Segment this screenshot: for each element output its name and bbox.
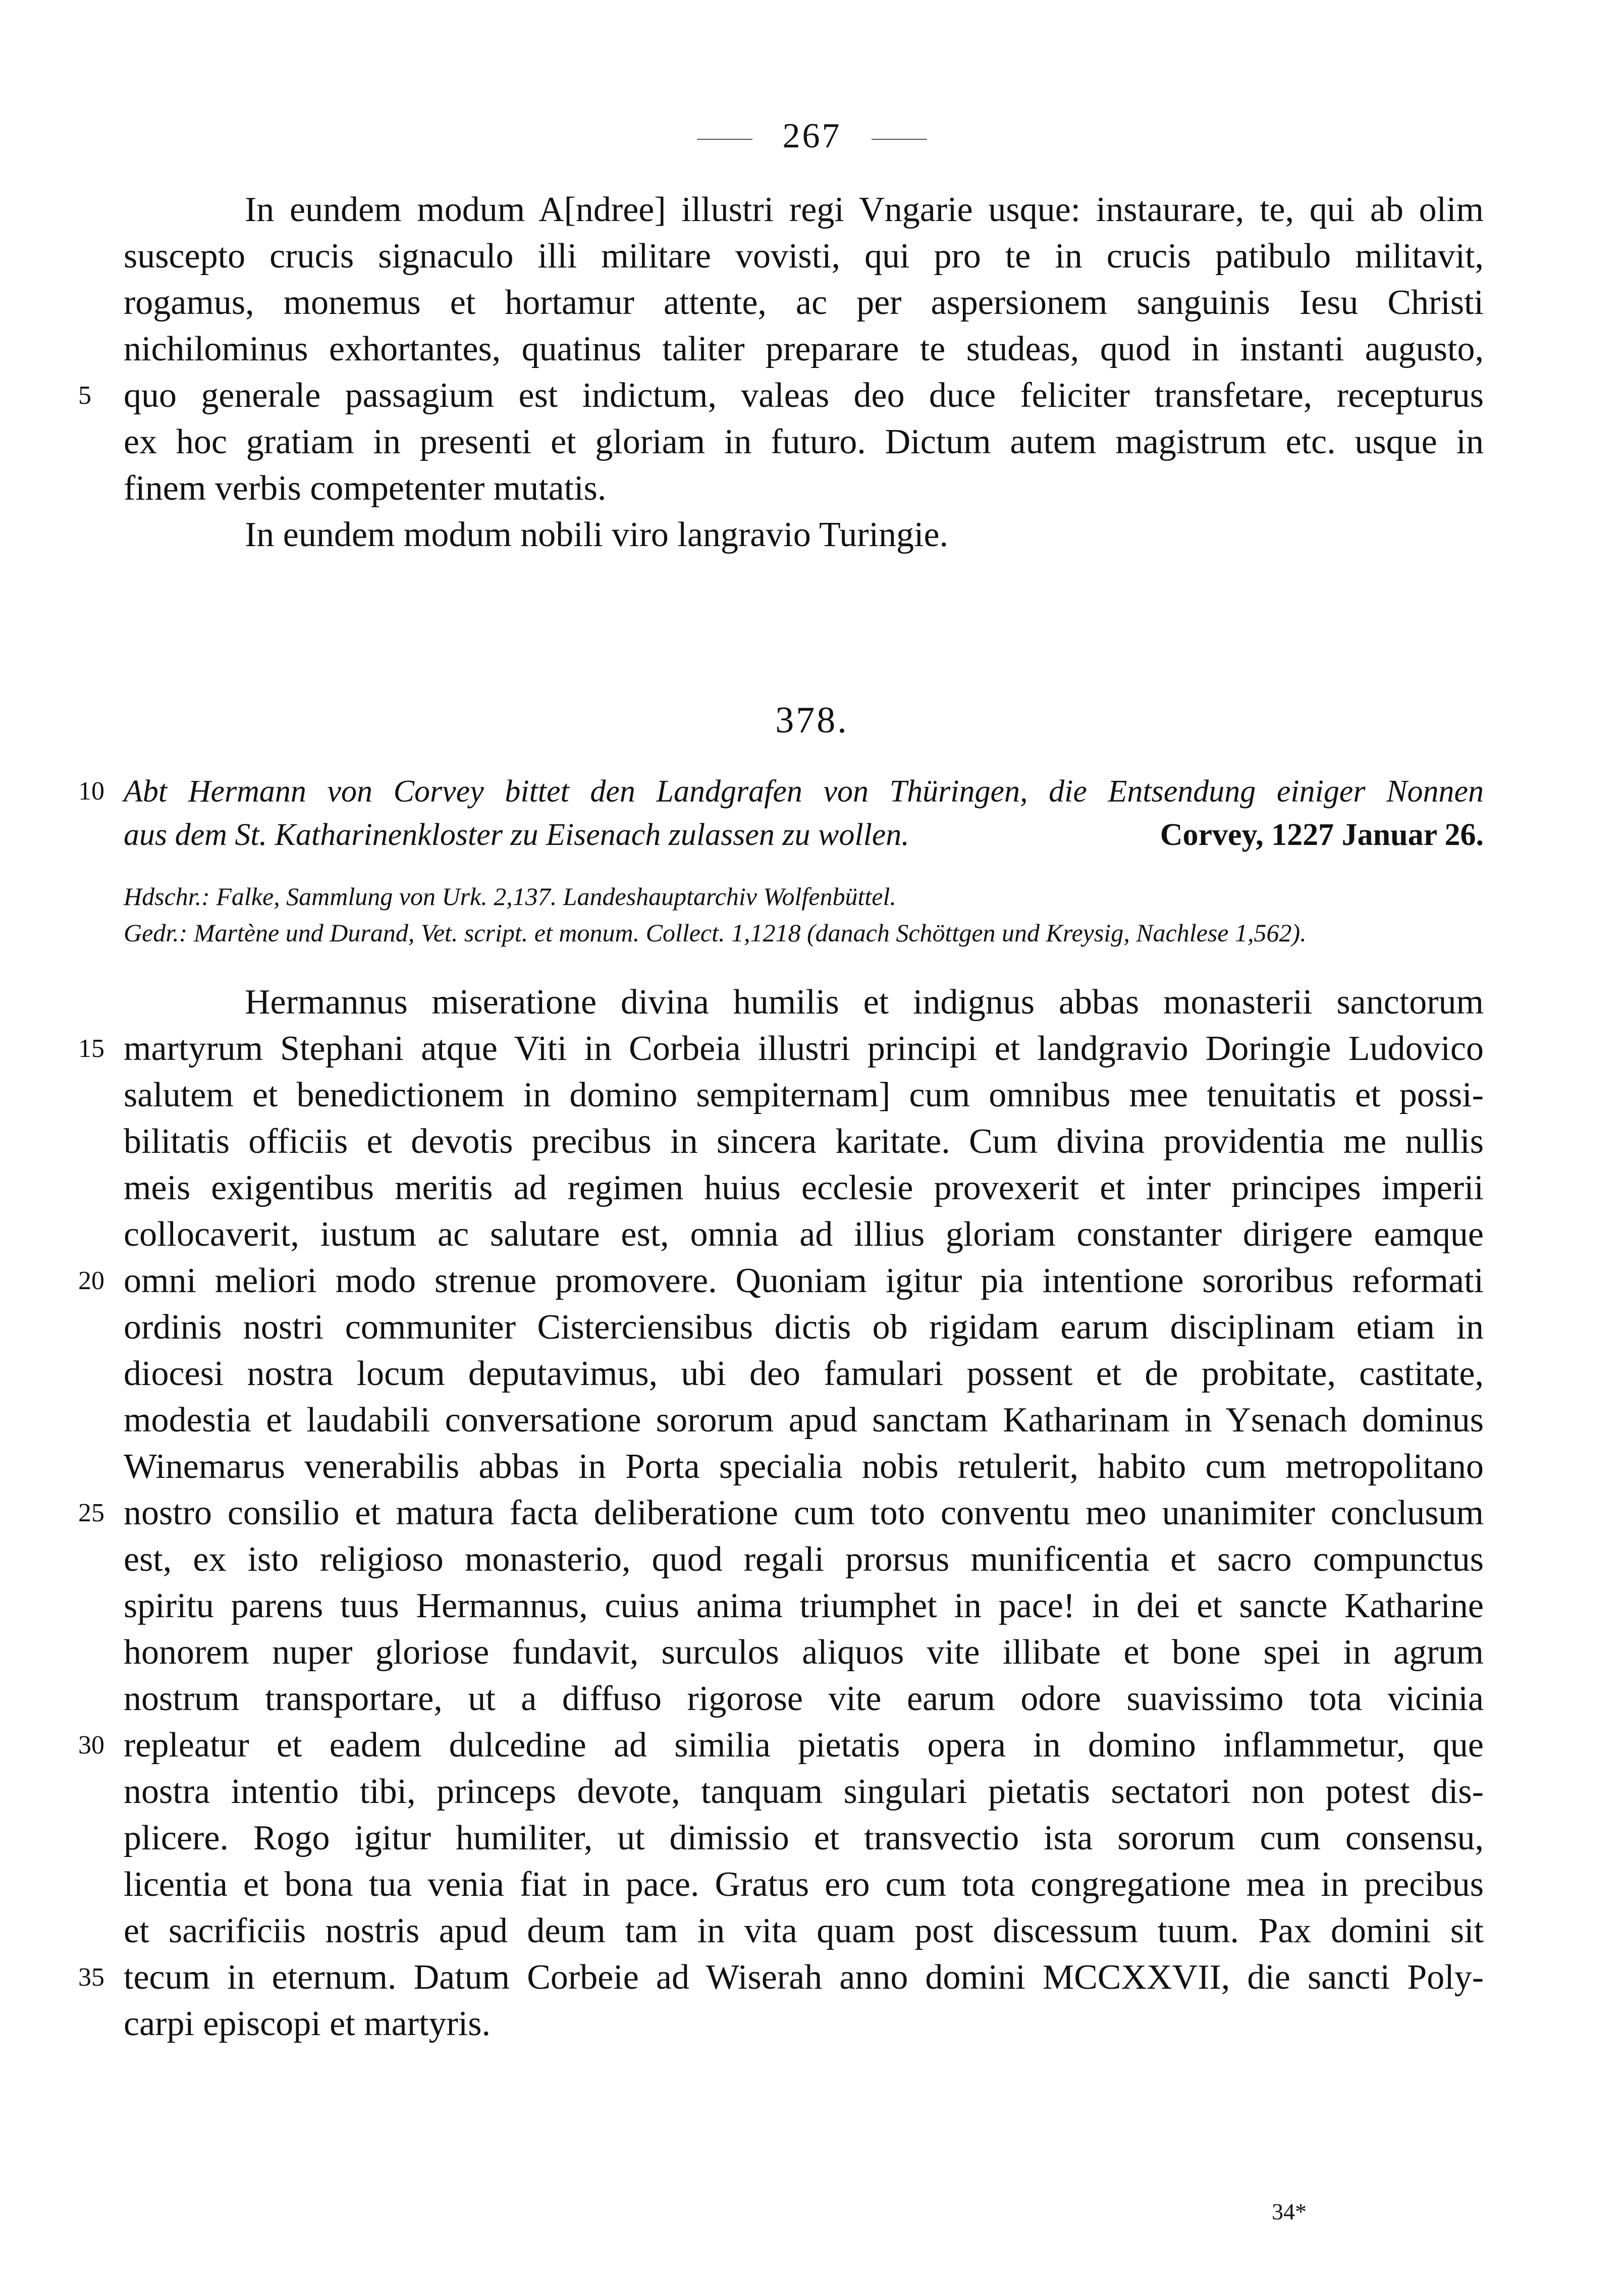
line-text: carpi episcopi et martyris. [124, 2004, 491, 2043]
regest [78, 770, 1484, 857]
text-line [124, 1444, 1484, 1490]
text-line [78, 1722, 1484, 1769]
line-text: rogamus, monemus et hortamur attente, ac per aspersionem sanguinis Iesu Christi [124, 283, 1484, 322]
line-number: 25 [78, 1499, 104, 1527]
text-line [124, 1815, 1484, 1862]
line-text: plicere. Rogo igitur humiliter, ut dimissio et transvectio ista sororum cum consensu, [124, 1819, 1484, 1857]
line-text: In eundem modum nobili viro langravio Turingie. [245, 515, 949, 554]
text-line [124, 419, 1484, 465]
line-text: spiritu parens tuus Hermannus, cuius anima triumphet in pace! in dei et sancte Katharine [124, 1586, 1484, 1625]
preceding-paragraph [78, 187, 1484, 558]
text-line [124, 233, 1484, 280]
line-number: 10 [78, 777, 104, 806]
text-line [124, 187, 1484, 233]
text-line [78, 373, 1484, 419]
text-line [124, 1072, 1484, 1119]
line-text: licentia et bona tua venia fiat in pace. Gratus ero cum tota congregatione mea in precibus [124, 1865, 1484, 1904]
text-line [78, 1490, 1484, 1536]
line-text: martyrum Stephani atque Viti in Corbeia illustri principi et landgravio Doringie Ludovico [124, 1029, 1484, 1068]
line-text: modestia et laudabili conversatione sororum apud sanctam Katharinam in Ysenach dominus [124, 1401, 1484, 1440]
line-text: In eundem modum A[ndree] illustri regi Vngarie usque: instaurare, te, qui ab olim [245, 190, 1484, 229]
text-line [124, 465, 1484, 512]
line-number: 5 [78, 381, 91, 410]
line-text: collocaverit, iustum ac salutare est, omnia ad illius gloriam constanter dirigere eamque [124, 1215, 1484, 1254]
text-line [124, 1304, 1484, 1351]
line-text: omni meliori modo strenue promovere. Quoniam igitur pia intentione sororibus reformati [124, 1261, 1484, 1300]
line-number: 35 [78, 1963, 104, 1992]
line-text: tecum in eternum. Datum Corbeie ad Wiserah anno domini MCCXXVII, die sancti Poly- [124, 1958, 1484, 1997]
text-line [124, 1351, 1484, 1397]
line-text: quo generale passagium est indictum, valeas deo duce feliciter transfetare, recepturus [124, 376, 1484, 415]
line-text: ex hoc gratiam in presenti et gloriam in futuro. Dictum autem magistrum etc. usque in [124, 422, 1484, 461]
line-number: 20 [78, 1266, 104, 1295]
text-line [124, 280, 1484, 326]
text-line [124, 1629, 1484, 1676]
text-line [124, 2001, 1484, 2047]
charter-text [78, 979, 1484, 2047]
text-line [124, 1583, 1484, 1629]
text-line [124, 512, 1484, 558]
line-number: 15 [78, 1034, 104, 1063]
regest-line-2: aus dem St. Katharinenkloster zu Eisenach zulassen zu wollen. Corvey, 1227 Januar 26. [124, 813, 1484, 857]
text-line [124, 1769, 1484, 1815]
line-text: nostra intentio tibi, princeps devote, tanquam singulari pietatis sectatori non potest dis- [124, 1772, 1484, 1811]
text-line [124, 1908, 1484, 1954]
line-text: Winemarus venerabilis abbas in Porta specialia nobis retulerit, habito cum metropolitano [124, 1447, 1484, 1486]
text-line [124, 1862, 1484, 1908]
text-line [78, 1954, 1484, 2001]
text-line [124, 1536, 1484, 1583]
line-text: est, ex isto religioso monasterio, quod regali prorsus munificentia et sacro compunctus [124, 1540, 1484, 1579]
line-text: ordinis nostri communiter Cisterciensibus dictis ob rigidam earum disciplinam etiam in [124, 1308, 1484, 1347]
text-line [78, 1026, 1484, 1072]
line-text: bilitatis officiis et devotis precibus in sincera karitate. Cum divina providentia me nullis [124, 1122, 1484, 1161]
text-line [78, 1258, 1484, 1304]
signature-mark: 34* [1272, 2199, 1307, 2224]
line-text: Hermannus miseratione divina humilis et indignus abbas monasterii sanctorum [245, 983, 1484, 1022]
source-apparatus [124, 878, 1484, 951]
text-line [124, 1397, 1484, 1444]
text-line [124, 1165, 1484, 1211]
text-line [124, 1676, 1484, 1722]
line-text: nichilominus exhortantes, quatinus taliter preparare te studeas, quod in instanti augusto, [124, 330, 1484, 368]
line-text: diocesi nostra locum deputavimus, ubi deo famulari possent et de probitate, castitate, [124, 1354, 1484, 1393]
line-text: finem verbis competenter mutatis. [124, 469, 607, 508]
text-line [124, 326, 1484, 373]
text-line [124, 979, 1484, 1026]
line-text: et sacrificiis nostris apud deum tam in vita quam post discessum tuum. Pax domini sit [124, 1911, 1484, 1950]
line-text: honorem nuper gloriose fundavit, surculos aliquos vite illibate et bone spei in agrum [124, 1633, 1484, 1672]
regest-line-1: 10 Abt Hermann von Corvey bittet den Landgrafen von Thüringen, die Entsendung einiger Nonnen [124, 770, 1484, 813]
page-number: 267 [782, 117, 842, 155]
document-number: 378. [775, 700, 849, 741]
header-rule-right [872, 139, 927, 140]
line-text: salutem et benedictionem in domino sempiternam] cum omnibus mee tenuitatis et possi- [124, 1076, 1484, 1114]
line-text: meis exigentibus meritis ad regimen huius ecclesie provexerit et inter principes imperii [124, 1168, 1484, 1207]
text-line [124, 1211, 1484, 1258]
line-text: nostro consilio et matura facta deliberatione cum toto conventu meo unanimiter conclusum [124, 1494, 1484, 1532]
regest-date: Corvey, 1227 Januar 26. [1160, 818, 1484, 852]
printed-source: Gedr.: Martène und Durand, Vet. script. et monum. Collect. 1,1218 (danach Schöttgen und Kreysig, Nachlese 1,562). [124, 919, 1307, 947]
line-number: 30 [78, 1731, 104, 1760]
line-text: nostrum transportare, ut a diffuso rigorose vite earum odore suavissimo tota vicinia [124, 1679, 1484, 1718]
manuscript-source: Hdschr.: Falke, Sammlung von Urk. 2,137. Landeshauptarchiv Wolfenbüttel. [124, 882, 896, 911]
line-text: suscepto crucis signaculo illi militare vovisti, qui pro te in crucis patibulo militavit, [124, 237, 1484, 276]
page-header [0, 116, 1624, 156]
header-rule-left [697, 139, 752, 140]
text-line [124, 1119, 1484, 1165]
line-text: repleatur et eadem dulcedine ad similia pietatis opera in domino inflammetur, que [124, 1726, 1484, 1765]
